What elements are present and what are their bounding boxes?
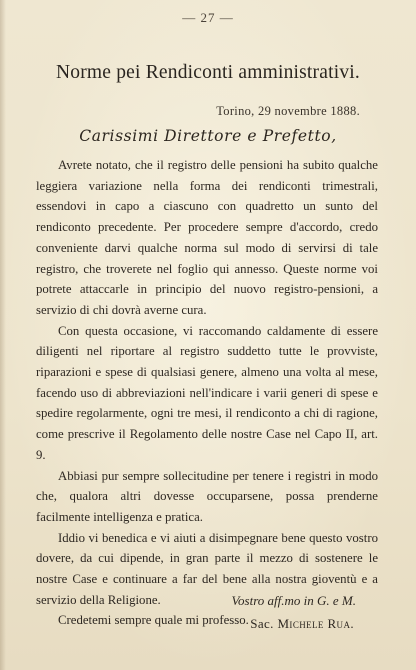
dateline: Torino, 29 novembre 1888. <box>216 104 360 118</box>
closing-line: Vostro aff.mo in G. e M. <box>231 593 356 608</box>
salutation: Carissimi Direttore e Prefetto, <box>79 127 337 145</box>
signature <box>250 616 354 632</box>
paragraph-4: Iddio vi benedica e vi aiuti a disimpegnare bene questo vostro dovere, da cui dipende, in gran parte il mezzo di sostenere le nostre Case e continuare a far del bene alla nostra gioventù e a servizio della Religione. <box>36 530 378 607</box>
signature-name: Michele Rua. <box>277 616 354 631</box>
paragraph-3: Abbiasi pur sempre sollecitudine per tenere i registri in modo che, qualora altri dovesse occuparsene, possa prenderne facilmente intelligenza e pratica. <box>36 468 378 524</box>
document-title: Norme pei Rendiconti amministrativi. <box>56 62 360 83</box>
letter-body <box>36 155 378 631</box>
paragraph-2: Con questa occasione, vi raccomando caldamente di essere diligenti nel riportare al registro suddetto tutte le provviste, riparazioni e spese di qualsiasi genere, almeno una volta al mese, facendo uso di abbreviazioni nell'indicare i varii generi di spese e spedire regolarmente, ogni tre mesi, il rendiconto a chi di ragione, come prescrive il Regolamento delle nostre Case nel Capo II, art. 9. <box>36 323 378 462</box>
paragraph-1: Avrete notato, che il registro delle pensioni ha subito qualche leggiera variazione nella forma dei rendiconti trimestrali, essendovi in capo a ciascuno con quadretto un sunto del rendiconto precedente. Per procedere sempre d'accordo, credo conveniente darvi qualche norma sul modo di servirsi di tale registro, che troverete nel foglio qui annesso. Queste norme voi potrete attaccarle in principio del nuovo registro-pensioni, a servizio di chi dovrà averne cura. <box>36 158 378 317</box>
signature-prefix: Sac. <box>250 616 274 631</box>
page-number: — 27 — <box>182 10 234 25</box>
paragraph-5: Credetemi sempre quale mi professo. <box>58 613 249 628</box>
page-edge-shadow <box>0 0 6 670</box>
